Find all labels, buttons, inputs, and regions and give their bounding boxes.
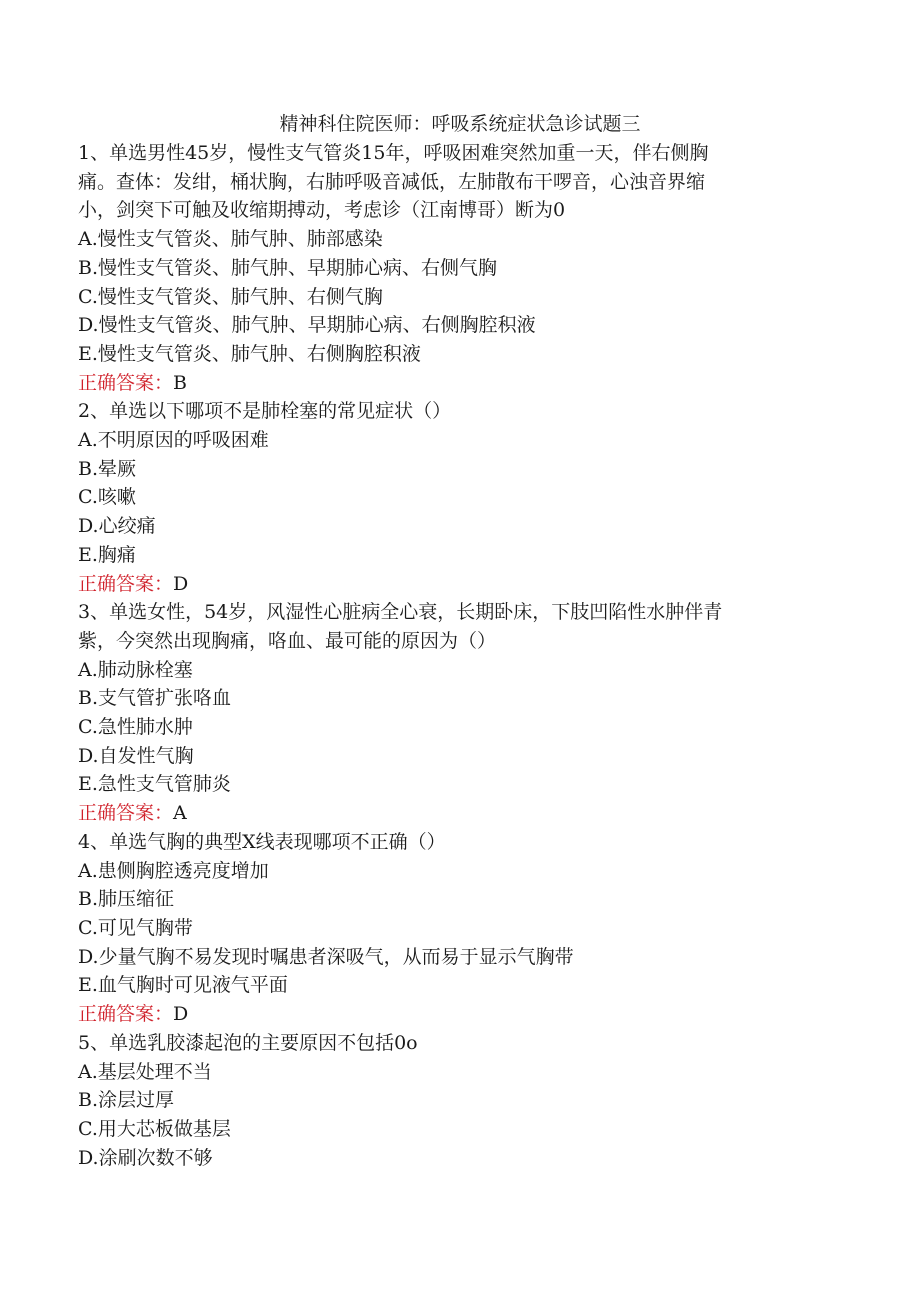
correct-answer [78, 369, 818, 398]
correct-answer [78, 799, 818, 828]
option-e: E.急性支气管肺炎 [78, 773, 231, 796]
option-c: C.慢性支气管炎、肺气肿、右侧气胸 [78, 285, 383, 308]
option-c: C.咳嗽 [78, 486, 136, 509]
option-e: E.血气胸时可见液气平面 [78, 974, 288, 997]
question-stem-line: 1、单选男性45岁，慢性支气管炎15年，呼吸困难突然加重一天，伴右侧胸 [78, 142, 709, 164]
answer-value: B [173, 371, 187, 394]
answer-label: 正确答案： [78, 1003, 174, 1026]
option-b: B.涂层过厚 [78, 1089, 175, 1112]
question-5 [78, 1029, 818, 1173]
option-c: C.急性肺水肿 [78, 716, 193, 739]
question-2 [78, 397, 818, 598]
option-a: A.患侧胸腔透亮度增加 [78, 859, 269, 882]
answer-label: 正确答案： [78, 572, 174, 595]
question-stem-line: 4、单选气胸的典型X线表现哪项不正确（） [78, 830, 446, 853]
question-stem-line: 小，剑突下可触及收缩期搏动，考虑诊（江南博哥）断为0 [78, 199, 566, 222]
question-stem-line: 5、单选乳胶漆起泡的主要原因不包括0o [78, 1031, 418, 1054]
answer-value: D [173, 1003, 189, 1026]
option-e: E.慢性支气管炎、肺气肿、右侧胸腔积液 [78, 342, 421, 365]
question-stem-line: 痛。查体：发绀，桶状胸，右肺呼吸音减低，左肺散布干啰音，心浊音界缩 [78, 170, 706, 193]
option-c: C.用大芯板做基层 [78, 1117, 231, 1140]
option-a: A.不明原因的呼吸困难 [78, 429, 269, 452]
option-d: D.慢性支气管炎、肺气肿、早期肺心病、右侧胸腔积液 [78, 314, 536, 337]
document-title: 精神科住院医师：呼吸系统症状急诊试题三 [279, 113, 641, 135]
answer-label: 正确答案： [78, 802, 174, 825]
option-b: B.慢性支气管炎、肺气肿、早期肺心病、右侧气胸 [78, 256, 498, 279]
answer-value: D [173, 572, 189, 595]
answer-label: 正确答案： [78, 371, 174, 394]
correct-answer [78, 1000, 818, 1029]
option-c: C.可见气胸带 [78, 916, 193, 939]
question-stem-line: 紫，今突然出现胸痛，咯血、最可能的原因为（） [78, 629, 497, 652]
question-stem-line: 3、单选女性，54岁，风湿性心脏病全心衰，长期卧床，下肢凹陷性水肿伴青 [78, 601, 723, 624]
option-d: D.自发性气胸 [78, 744, 194, 767]
option-d: D.少量气胸不易发现时嘱患者深吸气，从而易于显示气胸带 [78, 945, 574, 968]
option-e: E.胸痛 [78, 543, 136, 566]
option-d: D.心绞痛 [78, 515, 156, 538]
option-a: A.肺动脉栓塞 [78, 658, 193, 681]
correct-answer [78, 570, 818, 599]
question-list [78, 139, 818, 1172]
option-b: B.肺压缩征 [78, 888, 175, 911]
option-a: A.慢性支气管炎、肺气肿、肺部感染 [78, 228, 383, 251]
answer-value: A [173, 802, 187, 825]
option-b: B.晕厥 [78, 457, 137, 480]
question-3 [78, 598, 818, 828]
option-a: A.基层处理不当 [78, 1060, 212, 1083]
question-1 [78, 139, 818, 397]
question-4 [78, 828, 818, 1029]
question-stem-line: 2、单选以下哪项不是肺栓塞的常见症状（） [78, 400, 452, 423]
option-b: B.支气管扩张咯血 [78, 687, 232, 710]
option-d: D.涂刷次数不够 [78, 1146, 213, 1169]
